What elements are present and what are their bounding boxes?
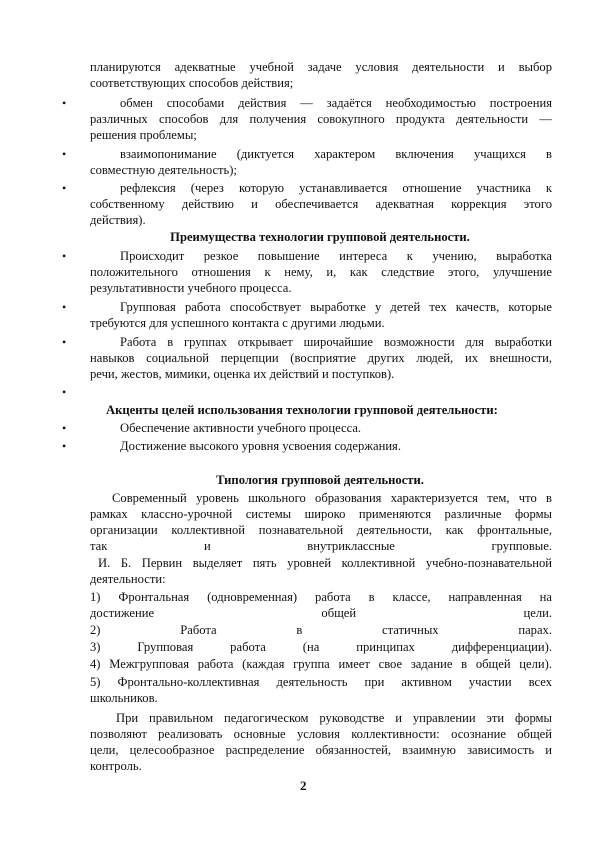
text-line: обмен способами действия — задаётся необходимостью построения <box>120 96 552 110</box>
text-line: И. Б. Первин выделяет пять уровней коллективной учебно-познавательной <box>98 556 552 570</box>
text-line: речи, жестов, мимики, оценка их действий и поступков). <box>90 367 395 381</box>
text-line: При правильном педагогическом руководстве и управлении эти формы <box>116 711 552 725</box>
bullet-icon: • <box>62 147 67 161</box>
text-line: рефлексия (через которую устанавливается отношение участника к <box>120 181 552 195</box>
list-item: 5) Фронтально-коллективная деятельность при активном участии всех <box>90 675 552 689</box>
text-line: школьников. <box>90 691 158 705</box>
text-line: позволяют реализовать основные условия коллективности: осознание общей <box>90 727 552 741</box>
section-heading: Преимущества технологии групповой деятельности. <box>170 230 470 244</box>
bullet-icon: • <box>62 300 67 314</box>
text-line: требуются для успешного контакта с другими людьми. <box>90 316 385 330</box>
text-line: Работа в группах открывает широчайшие возможности для выработки <box>120 335 552 349</box>
section-heading: Акценты целей использования технологии групповой деятельности: <box>106 403 498 417</box>
bullet-icon: • <box>62 421 67 435</box>
text-line: рамках классно-урочной системы широко применяются различные формы <box>90 507 552 521</box>
text-line: организации коллективной познавательной деятельности, как фронтальные, <box>90 523 552 537</box>
bullet-icon: • <box>62 335 67 349</box>
list-item: 4) Межгрупповая работа (каждая группа имеет свое задание в общей цели). <box>90 657 552 671</box>
text-line: результативности учебного процесса. <box>90 281 292 295</box>
text-line: так и внутриклассные групповые. <box>90 539 552 553</box>
text-line: Достижение высокого уровня усвоения содержания. <box>120 439 401 453</box>
text-line: собственному действию и обеспечивается адекватная коррекция этого <box>90 197 552 211</box>
text-line: совместную деятельность); <box>90 163 237 177</box>
bullet-icon: • <box>62 181 67 195</box>
text-line: различных способов для получения совокупного продукта деятельности — <box>90 112 552 126</box>
bullet-icon: • <box>62 439 67 453</box>
text-line: Происходит резкое повышение интереса к учению, выработка <box>120 249 552 263</box>
text-line: навыков социальной перцепции (восприятие других людей, их внешности, <box>90 351 552 365</box>
text-line: Групповая работа способствует выработке у детей тех качеств, которые <box>120 300 552 314</box>
section-heading: Типология групповой деятельности. <box>216 473 424 487</box>
list-item: 3) Групповая работа (на принципах дифференциации). <box>90 640 552 654</box>
text-line: достижение общей цели. <box>90 606 552 620</box>
text-line: решения проблемы; <box>90 128 197 142</box>
text-line: контроль. <box>90 759 142 773</box>
text-line: Обеспечение активности учебного процесса. <box>120 421 362 435</box>
page-number: 2 <box>300 778 307 793</box>
bullet-icon: • <box>62 96 67 110</box>
text-line: действия). <box>90 213 146 227</box>
text-line: Современный уровень школьного образования характеризуется тем, что в <box>112 491 552 505</box>
text-line: деятельности: <box>90 572 166 586</box>
text-line: цели, целесообразное распределение обязанностей, взаимную зависимость и <box>90 743 552 757</box>
list-item: 1) Фронтальная (одновременная) работа в классе, направленная на <box>90 590 552 604</box>
text-line: взаимопонимание (диктуется характером включения учащихся в <box>120 147 552 161</box>
text-line: соответствующих способов действия; <box>90 76 294 90</box>
text-line: положительного отношения к нему, и, как следствие этого, улучшение <box>90 265 552 279</box>
list-item: 2) Работа в статичных парах. <box>90 623 552 637</box>
text-line: планируются адекватные учебной задаче условия деятельности и выбор <box>90 60 552 74</box>
bullet-icon: • <box>62 249 67 263</box>
bullet-icon: • <box>62 385 67 399</box>
